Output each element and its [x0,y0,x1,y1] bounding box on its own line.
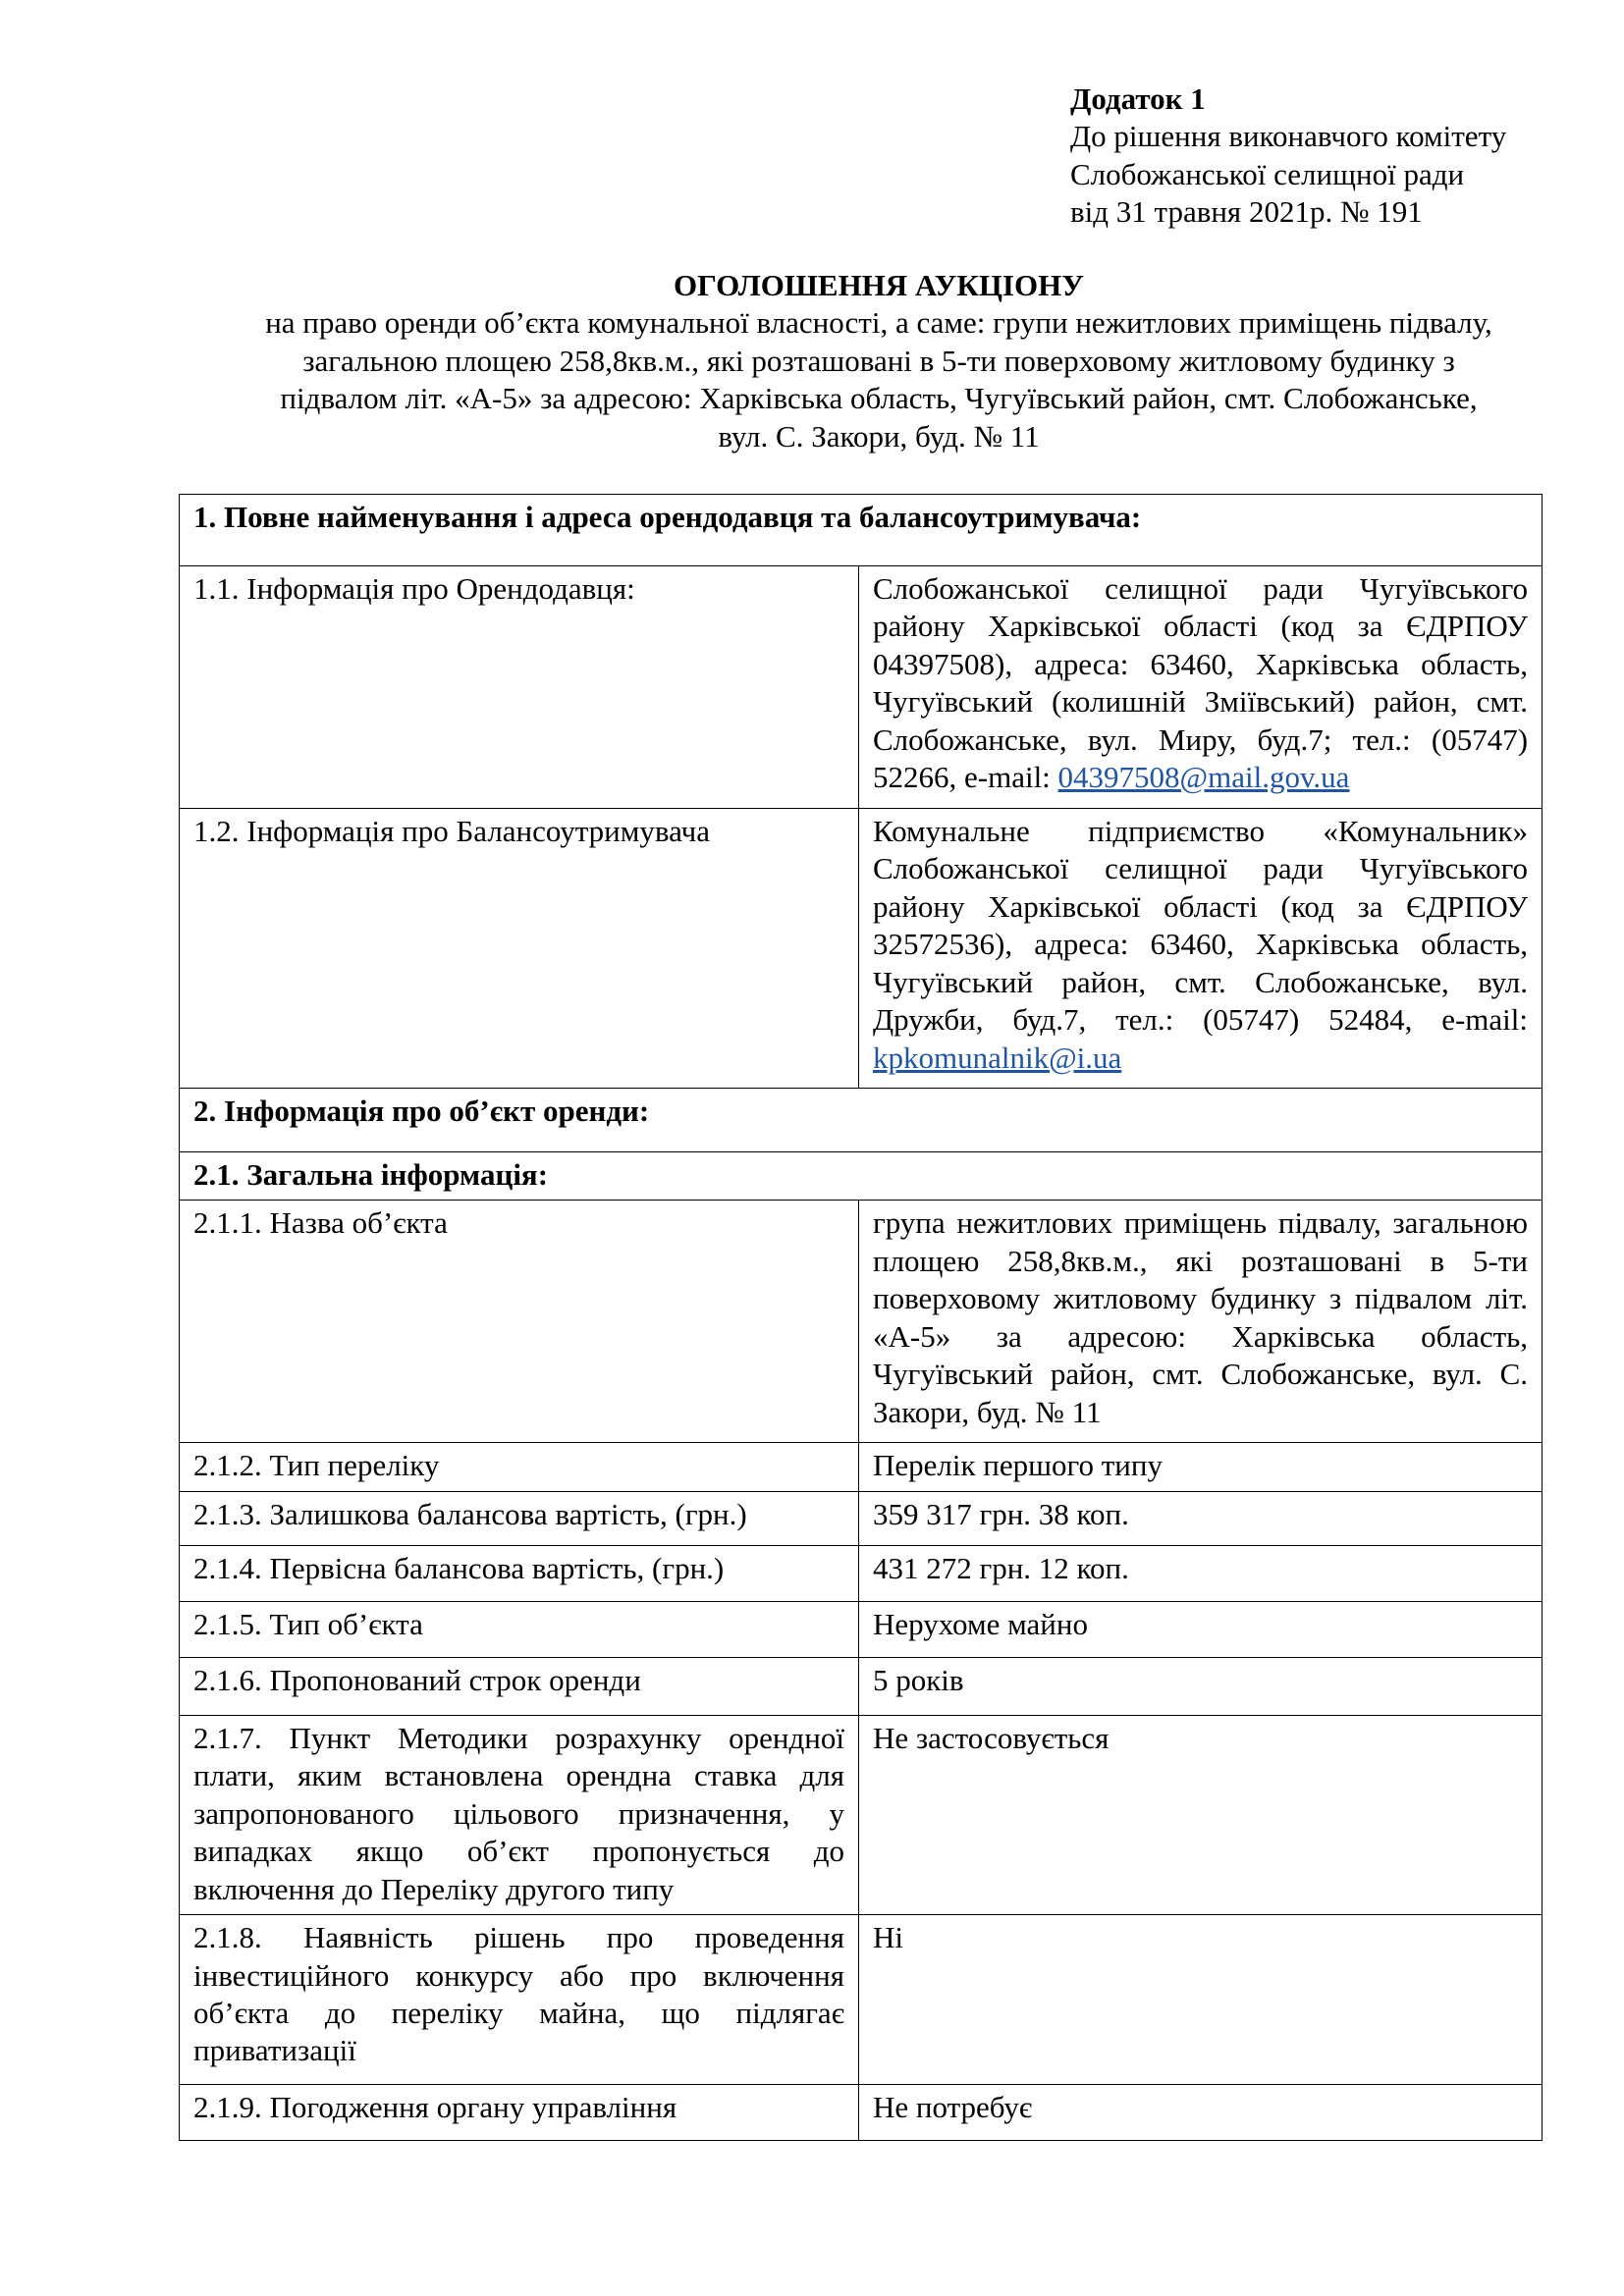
heading-line-4: вул. С. Закори, буд. № 11 [718,418,1040,454]
section-2-title: 2. Інформація про об’єкт оренди: [180,1089,1543,1152]
table-row [180,2085,1543,2141]
row-value: 359 317 грн. 38 коп. [859,1491,1543,1545]
row-value: Перелік першого типу [859,1443,1543,1491]
table-row [180,1601,1543,1657]
row-label: 2.1.2. Тип переліку [180,1443,859,1491]
heading-line-3: підвалом літ. «А-5» за адресою: Харківська область, Чугуївський район, смт. Слобожанське, [280,381,1478,416]
table-row [180,1715,1543,1914]
row-label: 2.1.6. Пропонований строк оренди [180,1657,859,1715]
row-value: Не потребує [859,2085,1543,2141]
row-value: Нерухоме майно [859,1601,1543,1657]
addendum-line-2: Слобожанської селищної ради [1070,156,1465,191]
row-label: 2.1.7. Пункт Методики розрахунку орендної плати, яким встановлена орендна ставка для запропонованого цільового призначення, у випадках якщо об’єкт пропонується до включення до Переліку другого типу [180,1715,859,1914]
addendum-line-1: До рішення виконавчого комітету [1070,119,1507,154]
section-1-title: 1. Повне найменування і адреса орендодавця та балансоутримувача: [180,495,1543,566]
row-value: 5 років [859,1657,1543,1715]
table-row [180,1201,1543,1443]
section-1-header-row [180,495,1543,566]
row-label: 2.1.1. Назва об’єкта [180,1201,859,1443]
row-label: 2.1.4. Первісна балансова вартість, (грн.) [180,1545,859,1601]
row-label: 2.1.9. Погодження органу управління [180,2085,859,2141]
row-value: група нежитлових приміщень підвалу, загальною площею 258,8кв.м., які розташовані в 5-ти поверховому житловому будинку з підвалом літ. «А-5» за адресою: Харківська область, Чугуївський район, смт. Слобожанське, вул. С. Закори, буд. № 11 [859,1201,1543,1443]
lessor-row [180,566,1543,809]
table-row [180,1443,1543,1491]
table-row [180,1545,1543,1601]
announcement-table [179,494,1543,2141]
row-label: 2.1.3. Залишкова балансова вартість, (грн.) [180,1491,859,1545]
table-row [180,1491,1543,1545]
heading-line-2: загальною площею 258,8кв.м., які розташовані в 5-ти поверховому житловому будинку з [302,343,1455,378]
addendum-title: Додаток 1 [1070,81,1206,116]
balance-holder-row [180,809,1543,1089]
section-2-1-header-row [180,1152,1543,1201]
balance-holder-value-cell [859,809,1543,1089]
table-row [180,1657,1543,1715]
row-label: 2.1.8. Наявність рішень про проведення інвестиційного конкурсу або про включення об’єкта до переліку майна, що підлягає приватизації [180,1915,859,2085]
row-label: 2.1.5. Тип об’єкта [180,1601,859,1657]
balance-holder-email-link[interactable]: kpkomunalnik@i.ua [873,1040,1122,1075]
addendum-block [1070,80,1581,232]
row-value: 431 272 грн. 12 коп. [859,1545,1543,1601]
page-title: ОГОЛОШЕННЯ АУКЦІОНУ [674,268,1084,302]
row-value: Ні [859,1915,1543,2085]
addendum-line-3: від 31 травня 2021р. № 191 [1070,194,1423,230]
balance-holder-label: 1.2. Інформація про Балансоутримувача [180,809,859,1089]
announcement-heading [177,267,1581,455]
table-row [180,1915,1543,2085]
lessor-label: 1.1. Інформація про Орендодавця: [180,566,859,809]
lessor-value: Слобожанської селищної ради Чугуївського району Харківської області (код за ЄДРПОУ 04397508), адреса: 63460, Харківська область, Чугуївський (колишній Зміївський) район, смт. Слобожанське, вул. Миру, буд.7; тел.: (05747) 52266, e-mail: [873,571,1529,795]
lessor-value-cell [859,566,1543,809]
balance-holder-value: Комунальне підприємство «Комунальник» Слобожанської селищної ради Чугуївського району Харківської області (код за ЄДРПОУ 32572536), адреса: 63460, Харківська область, Чугуївський район, смт. Слобожанське, вул. Дружби, буд.7, тел.: (05747) 52484, e-mail: [873,814,1529,1038]
section-2-header-row [180,1089,1543,1152]
heading-line-1: на право оренди об’єкта комунальної власності, а саме: групи нежитлових приміщень підвалу, [265,305,1492,341]
section-2-1-title: 2.1. Загальна інформація: [180,1152,1543,1201]
row-value: Не застосовується [859,1715,1543,1914]
lessor-email-link[interactable]: 04397508@mail.gov.ua [1057,760,1350,795]
